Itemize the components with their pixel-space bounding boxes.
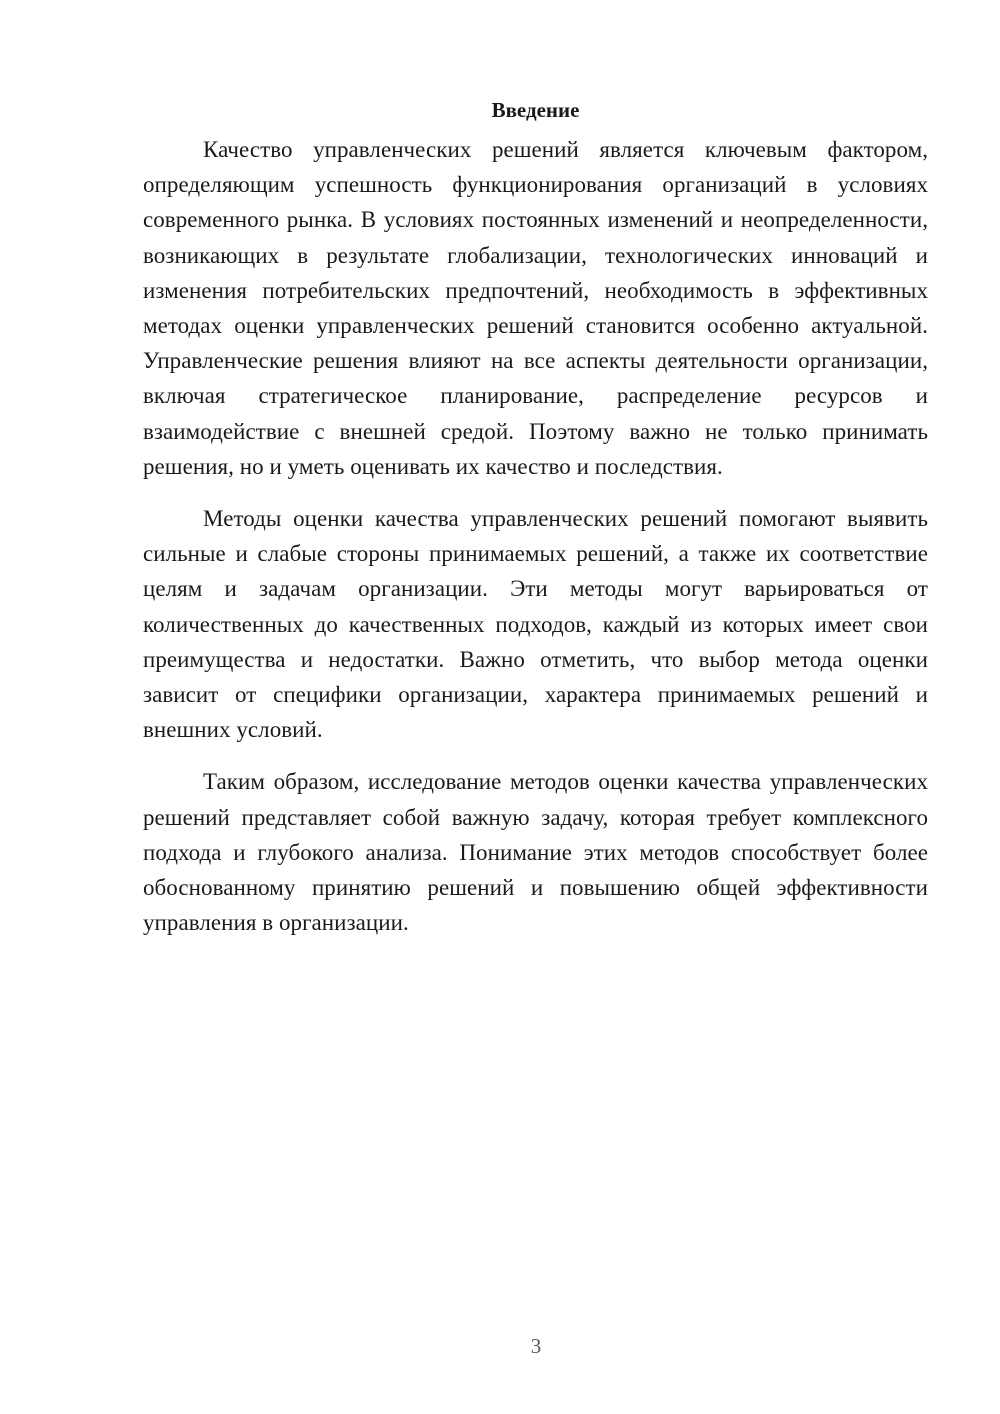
- paragraph-1: Качество управленческих решений является ключевым фактором, определяющим успешность функционирования организаций в условиях современного рынка. В условиях постоянных изменений и неопределенности, возникающих в результате глобализации, технологических инноваций и изменения потребительских предпочтений, необходимость в эффективных методах оценки управленческих решений становится особенно актуальной. Управленческие решения влияют на все аспекты деятельности организации, включая стратегическое планирование, распределение ресурсов и взаимодействие с внешней средой. Поэтому важно не только принимать решения, но и уметь оценивать их качество и последствия.: [143, 137, 928, 479]
- paragraph-2: Методы оценки качества управленческих решений помогают выявить сильные и слабые стороны принимаемых решений, а также их соответствие целям и задачам организации. Эти методы могут варьироваться от количественных до качественных подходов, каждый из которых имеет свои преимущества и недостатки. Важно отметить, что выбор метода оценки зависит от специфики организации, характера принимаемых решений и внешних условий.: [143, 506, 928, 743]
- page-number: 3: [530, 1334, 542, 1358]
- section-title: Введение: [491, 98, 580, 122]
- paragraph-3: Таким образом, исследование методов оценки качества управленческих решений представляет собой важную задачу, которая требует комплексного подхода и глубокого анализа. Понимание этих методов способствует более обоснованному принятию решений и повышению общей эффективности управления в организации.: [143, 769, 928, 936]
- page-content: [143, 92, 928, 957]
